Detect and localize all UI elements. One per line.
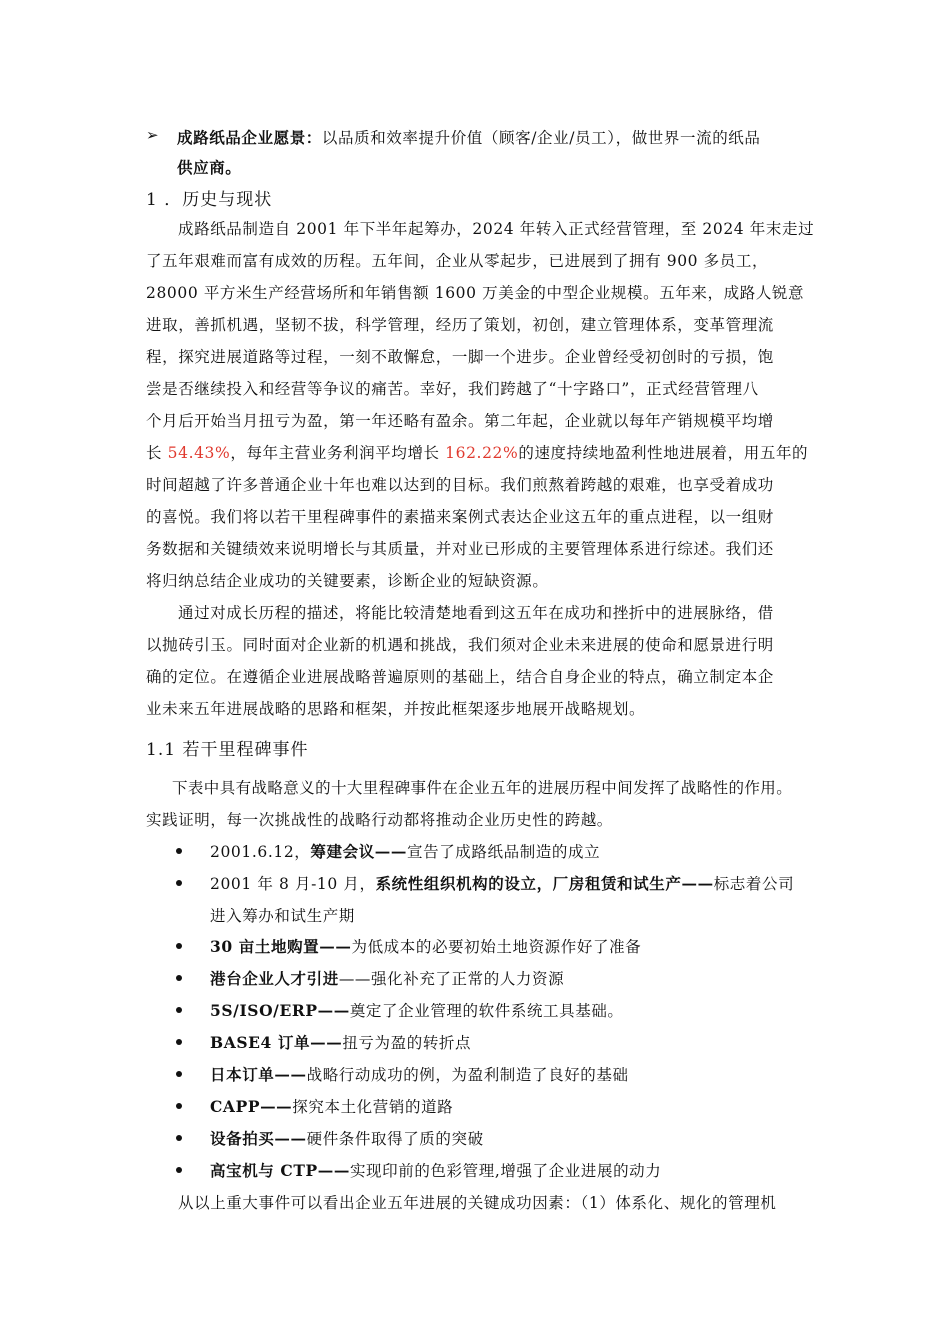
milestone-item <box>210 999 624 1021</box>
bullet-icon <box>176 1039 182 1045</box>
milestone-title: CAPP—— <box>210 1097 293 1116</box>
milestone-title: 日本订单—— <box>210 1065 307 1084</box>
milestone-desc: 奠定了企业管理的软件系统工具基础。 <box>349 1002 624 1020</box>
milestone-title: 筹建会议—— <box>310 842 407 861</box>
milestone-desc: ——强化补充了正常的人力资源 <box>338 970 565 988</box>
milestone-item <box>210 872 794 894</box>
paragraph-2-line: 业未来五年进展战略的思路和框架，并按此框架逐步地展开战略规划。 <box>146 700 646 718</box>
milestone-continuation: 进入筹办和试生产期 <box>210 907 355 925</box>
paragraph-3-line: 下表中具有战略意义的十大里程碑事件在企业五年的进展历程中间发挥了战略性的作用。 <box>172 779 793 797</box>
milestone-desc: 标志着公司 <box>713 875 795 893</box>
bullet-icon <box>176 1071 182 1077</box>
paragraph-2-line: 通过对成长历程的描述，将能比较清楚地看到这五年在成功和挫折中的进展脉络，借 <box>178 604 774 622</box>
paragraph-1-line: 务数据和关键绩效来说明增长与其质量，并对业已形成的主要管理体系进行综述。我们还 <box>146 540 774 558</box>
paragraph-1-line: 程，探究进展道路等过程，一刻不敢懈怠，一脚一个进步。企业曾经受初创时的亏损，饱 <box>146 348 774 366</box>
milestone-title: 设备拍买—— <box>210 1129 307 1148</box>
paragraph-2-line: 以抛砖引玉。同时面对企业新的机遇和挑战，我们须对企业未来进展的使命和愿景进行明 <box>146 636 774 654</box>
bullet-icon <box>176 975 182 981</box>
milestone-item <box>210 1159 661 1181</box>
paragraph-3-line: 实践证明，每一次挑战性的战略行动都将推动企业历史性的跨越。 <box>146 811 613 829</box>
text-segment: 的速度持续地盈利性地进展着，用五年的 <box>518 444 809 462</box>
milestone-desc: 宣告了成路纸品制造的成立 <box>407 843 601 861</box>
milestone-title: 高宝机与 CTP—— <box>210 1161 350 1180</box>
bullet-icon <box>176 880 182 886</box>
milestone-item <box>210 1063 629 1085</box>
milestone-item <box>210 840 600 862</box>
paragraph-4-line: 从以上重大事件可以看出企业五年进展的关键成功因素：（1）体系化、规化的管理机 <box>178 1194 777 1212</box>
text-segment: 长 <box>146 444 168 462</box>
arrow-bullet-icon: ➢ <box>146 126 159 144</box>
milestone-title: 30 亩土地购置—— <box>210 937 352 956</box>
vision-label: 成路纸品企业愿景： <box>177 128 322 147</box>
paragraph-1-line <box>146 441 808 463</box>
milestone-title: 系统性组织机构的设立，厂房租赁和试生产—— <box>375 874 714 893</box>
vision-text: 以品质和效率提升价值（顾客/企业/员工），做世界一流的纸品 <box>321 129 761 147</box>
milestone-desc: 战略行动成功的例，为盈利制造了良好的基础 <box>306 1066 629 1084</box>
paragraph-1-line: 时间超越了许多普通企业十年也难以达到的目标。我们煎熬着跨越的艰难，也享受着成功 <box>146 476 774 494</box>
paragraph-1-line: 成路纸品制造自 2001 年下半年起筹办，2024 年转入正式经营管理，至 2024 年末走过 <box>178 220 815 238</box>
paragraph-1-line: 个月后开始当月扭亏为盈，第一年还略有盈余。第二年起，企业就以每年产销规模平均增 <box>146 412 774 430</box>
milestone-desc: 探究本土化营销的道路 <box>292 1098 454 1116</box>
vision-continuation: 供应商。 <box>177 158 242 177</box>
bullet-icon <box>176 848 182 854</box>
bullet-icon <box>176 1103 182 1109</box>
milestone-item <box>210 935 641 957</box>
milestone-title: BASE4 订单—— <box>210 1033 343 1052</box>
bullet-icon <box>176 1007 182 1013</box>
milestone-desc: 为低成本的必要初始土地资源作好了准备 <box>351 938 642 956</box>
paragraph-1-line: 的喜悦。我们将以若干里程碑事件的素描来案例式表达企业这五年的重点进程，以一组财 <box>146 508 774 526</box>
milestone-title: 港台企业人才引进 <box>210 969 339 988</box>
vision-line <box>177 126 761 148</box>
bullet-icon <box>176 943 182 949</box>
milestone-desc: 扭亏为盈的转折点 <box>342 1034 472 1052</box>
growth-rate-highlight: 54.43% <box>167 444 231 462</box>
milestone-item <box>210 1095 453 1117</box>
bullet-icon <box>176 1167 182 1173</box>
milestone-item <box>210 1127 484 1149</box>
milestone-item <box>210 967 564 989</box>
milestone-desc: 硬件条件取得了质的突破 <box>306 1130 484 1148</box>
bullet-icon <box>176 1135 182 1141</box>
paragraph-1-line: 进取，善抓机遇，坚韧不拔，科学管理，经历了策划，初创，建立管理体系，变革管理流 <box>146 316 774 334</box>
milestone-title: 5S/ISO/ERP—— <box>210 1001 350 1020</box>
section-heading-1-1: 1.1 若干里程碑事件 <box>146 740 309 760</box>
paragraph-1-line: 将归纳总结企业成功的关键要素，诊断企业的短缺资源。 <box>146 572 549 590</box>
milestone-date: 2001.6.12， <box>210 843 311 861</box>
section-heading-1: 1 ．历史与现状 <box>146 190 273 210</box>
paragraph-1-line: 尝是否继续投入和经营等争议的痛苦。幸好，我们跨越了“十字路口”，正式经营管理八 <box>146 380 759 398</box>
paragraph-1-line: 28000 平方米生产经营场所和年销售额 1600 万美金的中型企业规模。五年来，成路人锐意 <box>146 284 805 302</box>
profit-rate-highlight: 162.22% <box>445 444 519 462</box>
milestone-desc: 实现印前的色彩管理,增强了企业进展的动力 <box>349 1162 662 1180</box>
text-segment: ，每年主营业务利润平均增长 <box>230 444 446 462</box>
paragraph-2-line: 确的定位。在遵循企业进展战略普遍原则的基础上，结合自身企业的特点，确立制定本企 <box>146 668 774 686</box>
paragraph-1-line: 了五年艰难而富有成效的历程。五年间，企业从零起步，已进展到了拥有 900 多员工， <box>146 252 769 270</box>
milestone-item <box>210 1031 471 1053</box>
milestone-date: 2001 年 8 月-10 月， <box>210 875 376 893</box>
